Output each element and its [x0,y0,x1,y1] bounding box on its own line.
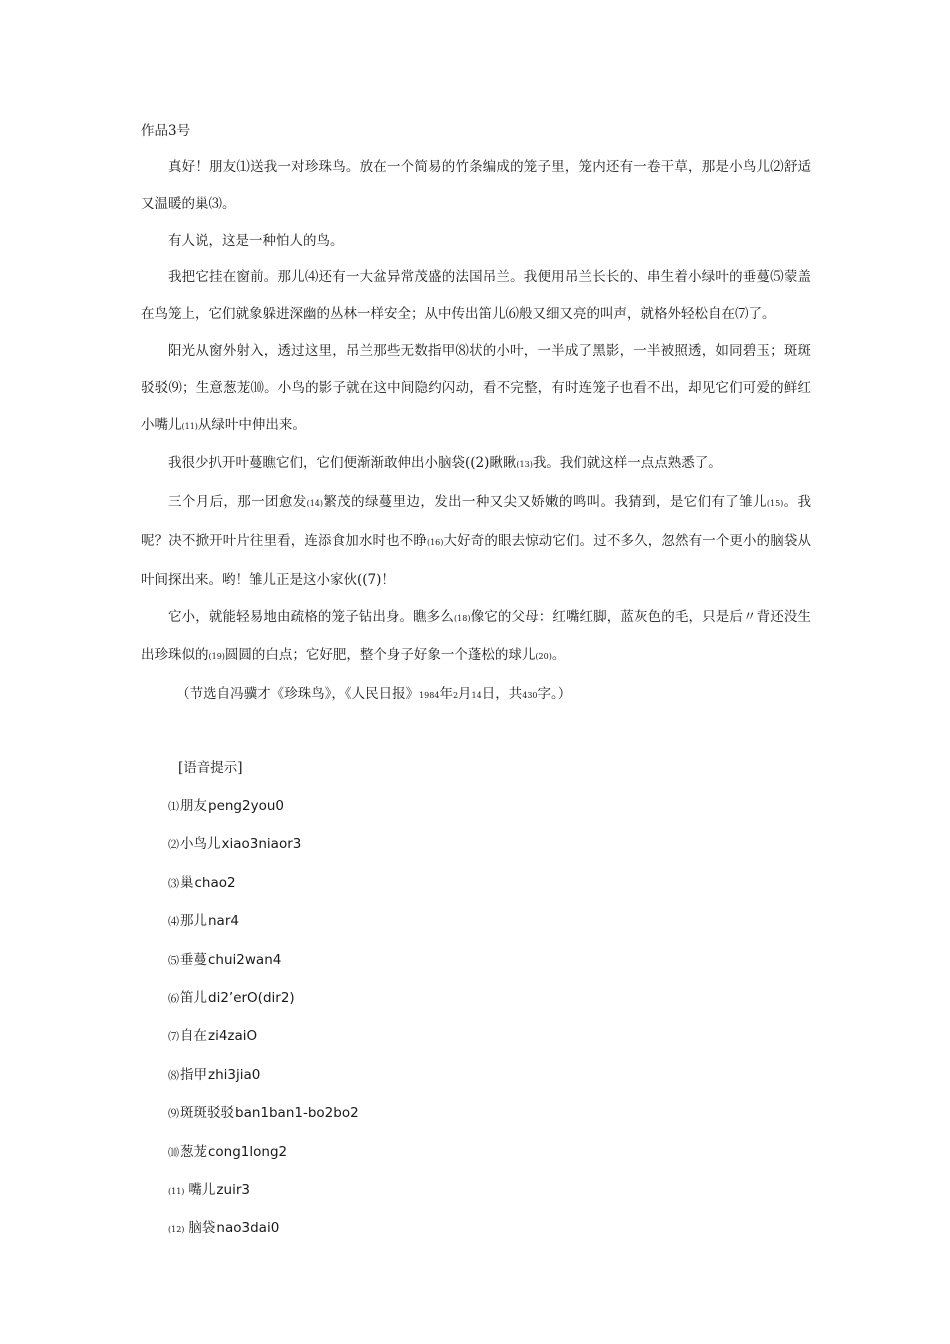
hint-number: ⑻ [168,1068,179,1082]
phonetic-hints-list [168,787,768,1248]
hint-number: (11) [168,1186,185,1196]
hint-pinyin: zuir3 [216,1181,250,1198]
hint-word: 朋友 [180,798,207,814]
hint-number: ⑸ [168,953,179,967]
hint-word: 自在 [180,1028,207,1045]
phonetic-hints-heading: [语音提示] [178,760,243,776]
hint-pinyin: ban1ban1-bo2bo2 [235,1105,359,1122]
phonetic-hint-item [168,1056,768,1094]
hint-pinyin: zhi3jia0 [208,1066,261,1083]
footnote-marker: (11) [181,421,198,431]
hint-word: 垂蔓 [180,951,207,968]
phonetic-hint-item [168,1094,768,1132]
hint-number: ⑺ [168,1030,179,1044]
phonetic-hint-item [168,941,768,979]
paragraph-7: 它小，就能轻易地由疏格的笼子钻出身。瞧多么(18)像它的父母：红嘴红脚，蓝灰色的毛，只是后〃背还没生出珍珠似的(19)圆圆的白点；它好肥，整个身子好象一个蓬松的球儿(20)。 [141,608,811,664]
hint-word: 小鸟儿 [180,836,221,853]
hint-pinyin: cong1long2 [208,1143,288,1160]
footnote-marker: (13) [516,460,533,470]
source-note: （节选自冯骥才《珍珠鸟》，《人民日报》1984年2月14日，共430字。） [176,686,572,703]
phonetic-hint-item [168,864,768,902]
article-body [141,149,811,715]
footnote-marker: (20) [535,652,552,662]
hint-pinyin: chao2 [194,874,236,891]
hint-word: 嘴儿 [188,1181,216,1198]
footnote-marker: (14) [306,499,324,509]
hint-number: ⑽ [168,1145,179,1159]
hint-pinyin: peng2you0 [208,798,284,814]
hint-pinyin: xiao3niaor3 [221,836,302,853]
phonetic-hint-item [168,1017,768,1055]
hint-pinyin: zi4zaiO [208,1028,258,1045]
phonetic-hint-item [168,825,768,863]
phonetic-hints [168,749,768,1248]
hint-word: 笛儿 [180,989,207,1006]
hint-word: 葱茏 [180,1143,207,1160]
phonetic-hint-item [168,787,768,825]
hint-number: ⑼ [168,1107,179,1121]
paragraph-6: 三个月后，那一团愈发(14)繁茂的绿蔓里边，发出一种又尖又娇嫩的鸣叫。我猜到，是它们有了雏儿(15)。我呢？决不掀开叶片往里看，连添食加水时也不睁(16)大好奇的眼去惊动它们。过不多久，忽然有一个更小的脑袋从叶间探出来。哟！雏儿正是这小家伙((7)！ [141,494,812,588]
phonetic-hint-item [168,1171,768,1209]
hint-word: 斑斑驳驳 [180,1105,234,1122]
hint-word: 脑袋 [188,1220,216,1237]
footnote-marker: (19) [208,652,225,662]
footnote-marker: (18) [454,613,471,623]
hint-number: ⑵ [168,838,179,852]
document-title: 作品3号 [141,123,191,139]
phonetic-hint-item [168,979,768,1017]
hint-number: (12) [168,1225,185,1235]
phonetic-hint-item [168,1133,768,1171]
hint-word: 指甲 [180,1066,207,1083]
hint-pinyin: nar4 [208,913,239,930]
hint-pinyin: nao3dai0 [216,1220,280,1237]
hint-number: ⑶ [168,876,179,890]
phonetic-hint-item [168,902,768,940]
paragraph-1: 真好！朋友⑴送我一对珍珠鸟。放在一个简易的竹条编成的笼子里，笼内还有一卷干草，那是小鸟儿⑵舒适又温暖的巢⑶。 [141,159,811,212]
footnote-marker: (16) [426,537,444,547]
hint-number: ⑹ [168,991,179,1005]
paragraph-2: 有人说，这是一种怕人的鸟。 [168,232,344,249]
hint-number: ⑷ [168,915,179,929]
hint-pinyin: di2’erO(dir2) [208,989,295,1006]
paragraph-5: 我很少扒开叶蔓瞧它们，它们便渐渐敢伸出小脑袋((2)瞅瞅(13)我。我们就这样一点点熟悉了。 [168,455,722,472]
hint-word: 那儿 [180,913,207,930]
phonetic-hint-item [168,1209,768,1247]
footnote-marker: (15) [766,499,784,509]
hint-number: ⑴ [168,800,179,813]
paragraph-4: 阳光从窗外射入，透过这里，吊兰那些无数指甲⑻状的小叶，一半成了黑影，一半被照透，如同碧玉；斑斑驳驳⑼；生意葱茏⑽。小鸟的影子就在这中间隐约闪动，看不完整，有时连笼子也看不出，却见它们可爱的鲜红小嘴儿(11)从绿叶中伸出来。 [141,342,811,433]
hint-pinyin: chui2wan4 [208,951,282,968]
paragraph-3: 我把它挂在窗前。那儿⑷还有一大盆异常茂盛的法国吊兰。我便用吊兰长长的、串生着小绿叶的垂蔓⑸蒙盖在鸟笼上，它们就象躲进深幽的丛林一样安全；从中传出笛儿⑹般又细又亮的叫声，就格外轻松自在⑺了。 [141,269,811,323]
hint-word: 巢 [180,874,194,891]
